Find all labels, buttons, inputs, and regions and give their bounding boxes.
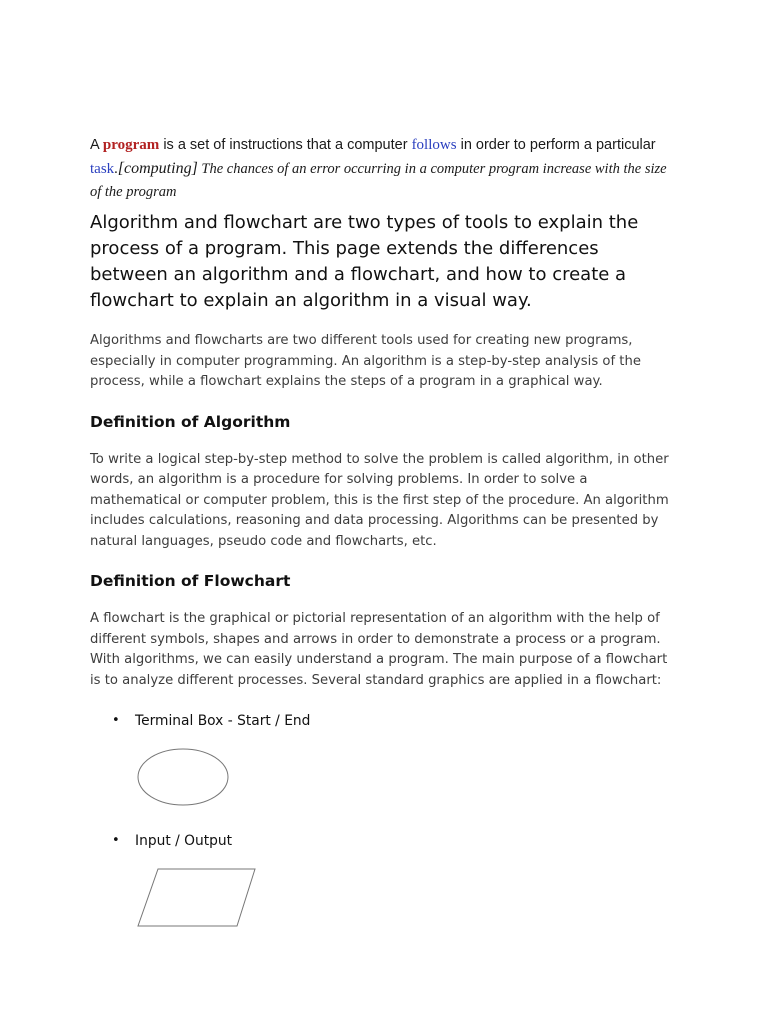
parallelogram-icon — [136, 857, 266, 937]
document-page — [90, 134, 680, 937]
error-note: The chances of an error occurring in a computer program increase with the size of the program — [90, 161, 667, 200]
algorithm-heading: Definition of Algorithm — [90, 412, 291, 431]
list-item-terminal: • Terminal Box - Start / End — [90, 711, 680, 731]
program-link[interactable]: program — [102, 137, 160, 153]
intro-prefix: A — [90, 137, 103, 153]
lead-paragraph: Algorithm and flowchart are two types of tools to explain the process of a program. This page extends the differences between an algorithm and a flowchart, and how to create a flowchart to explain an algorithm in a visual way. — [90, 212, 639, 311]
intro-dot: . — [114, 161, 118, 177]
algorithm-definition: To write a logical step-by-step method to solve the problem is called algorithm, in other words, an algorithm is a procedure for solving problems. In order to solve a mathematical or computer problem, this is the first step of the procedure. An algorithm includes calculations, reasoning and data processing. Algorithms can be presented by natural languages, pseudo code and flowcharts, etc. — [90, 451, 669, 549]
flowchart-heading: Definition of Flowchart — [90, 572, 291, 590]
follows-link[interactable]: follows — [411, 137, 457, 153]
terminal-ellipse-icon — [136, 741, 236, 813]
symbol-list-2 — [90, 831, 680, 851]
task-link[interactable]: task — [90, 161, 115, 177]
list-item-input-output: • Input / Output — [90, 831, 680, 851]
symbol-list — [90, 711, 680, 731]
computing-note: [computing] — [117, 160, 198, 177]
overview-paragraph: Algorithms and flowcharts are two different tools used for creating new programs, especially in computer programming. An algorithm is a step-by-step analysis of the process, while a flowchart explains the steps of a program in a graphical way. — [90, 333, 641, 389]
input-output-shape — [136, 857, 680, 937]
intro-paragraph — [90, 134, 680, 204]
intro-middle-1: is a set of instructions that a computer — [159, 137, 412, 153]
terminal-shape — [136, 741, 680, 813]
flowchart-definition: A flowchart is the graphical or pictorial representation of an algorithm with the help of different symbols, shapes and arrows in order to demonstrate a process or a program. With algorithms, we can easily understand a program. The main purpose of a flowchart is to analyze different processes. Several standard graphics are applied in a flowchart: — [90, 611, 668, 688]
intro-middle-2: in order to perform a particular — [456, 137, 656, 153]
